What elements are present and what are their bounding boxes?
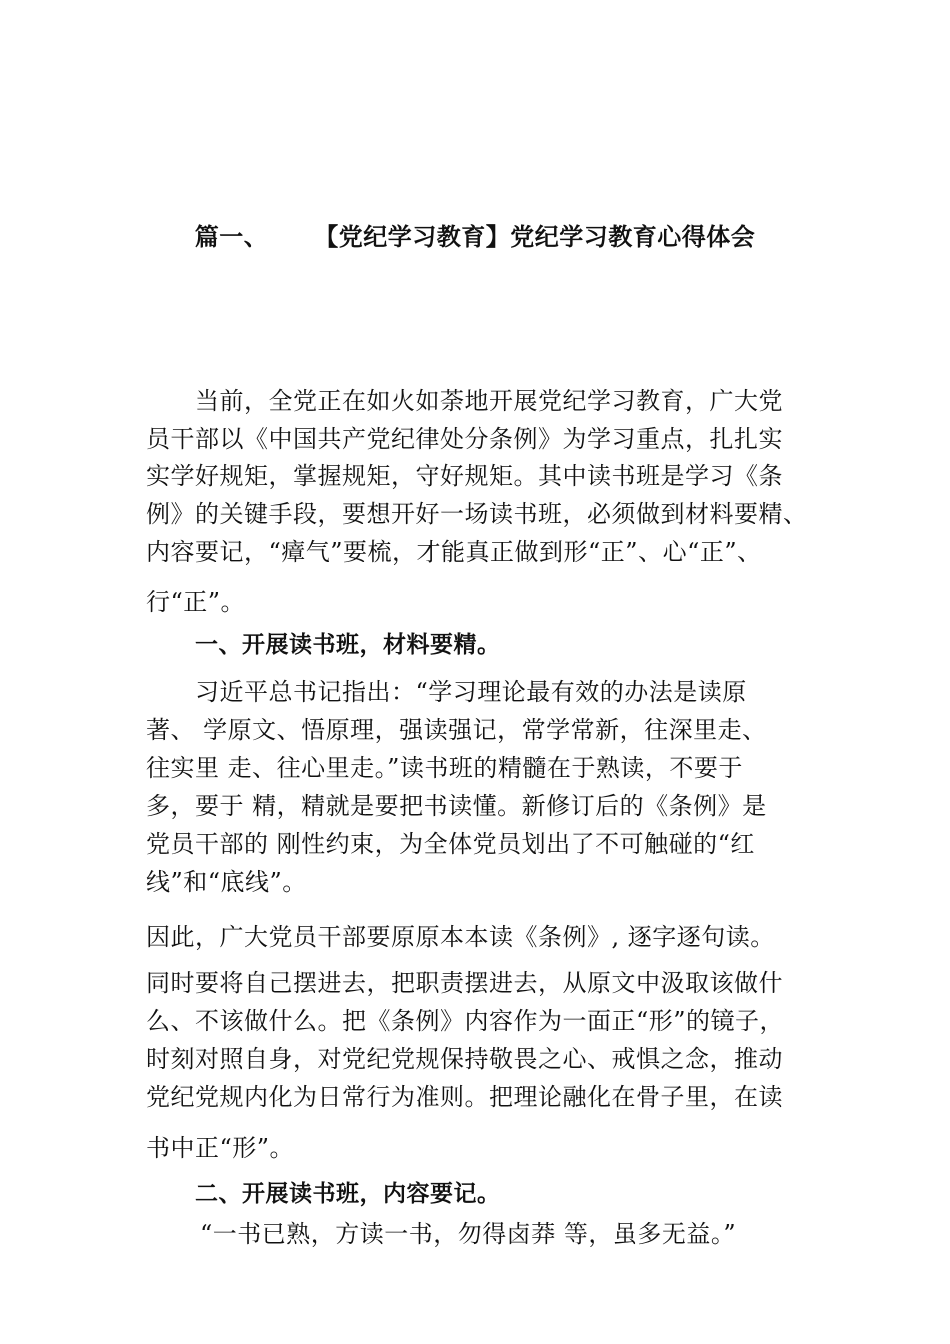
paragraph-line: 实学好规矩，掌握规矩，守好规矩。其中读书班是学习《条 bbox=[146, 462, 783, 490]
paragraph-line: 例》的关键手段，要想开好一场读书班，必须做到材料要精、 bbox=[146, 500, 808, 528]
section-heading-1: 一、开展读书班，材料要精。 bbox=[195, 632, 501, 658]
paragraph-line: 著、 学原文、悟原理，强读强记，常学常新，往深里走、 bbox=[146, 716, 767, 744]
paragraph-line: 往实里 走、往心里走。”读书班的精髓在于熟读，不要于 bbox=[146, 754, 743, 782]
title-main: 【党纪学习教育】党纪学习教育心得体会 bbox=[314, 223, 756, 251]
paragraph-line: “一书已熟，方读一书，勿得卤莽 等，虽多无益。” bbox=[200, 1220, 737, 1248]
paragraph-line: 当前，全党正在如火如荼地开展党纪学习教育，广大党 bbox=[195, 387, 783, 415]
paragraph-line: 时刻对照自身，对党纪党规保持敬畏之心、戒惧之念，推动 bbox=[146, 1045, 783, 1073]
paragraph-line: 党纪党规内化为日常行为准则。把理论融化在骨子里，在读 bbox=[146, 1083, 783, 1111]
paragraph-line: 么、不该做什么。把《条例》内容作为一面正“形”的镜子， bbox=[146, 1007, 785, 1035]
paragraph-line: 同时要将自己摆进去，把职责摆进去，从原文中汲取该做什 bbox=[146, 969, 783, 997]
paragraph-line: 行“正”。 bbox=[146, 588, 246, 616]
paragraph-line: 多，要于 精，精就是要把书读懂。新修订后的《条例》是 bbox=[146, 792, 767, 820]
paragraph-line: 习近平总书记指出：“学习理论最有效的办法是读原 bbox=[195, 678, 747, 706]
paragraph-line: 内容要记，“瘴气”要梳，才能真正做到形“正”、心“正”、 bbox=[146, 538, 762, 566]
title-prefix: 篇一、 bbox=[194, 223, 269, 251]
paragraph-line: 书中正“形”。 bbox=[146, 1134, 295, 1162]
document-title bbox=[0, 217, 950, 252]
paragraph-line: 线”和“底线”。 bbox=[146, 868, 307, 896]
paragraph-line: 党员干部的 刚性约束，为全体党员划出了不可触碰的“红 bbox=[146, 830, 755, 858]
section-heading-2: 二、开展读书班，内容要记。 bbox=[195, 1181, 501, 1207]
paragraph-line: 因此，广大党员干部要原原本本读《条例》, 逐字逐句读。 bbox=[146, 923, 775, 951]
paragraph-line: 员干部以《中国共产党纪律处分条例》为学习重点，扎扎实 bbox=[146, 425, 783, 453]
